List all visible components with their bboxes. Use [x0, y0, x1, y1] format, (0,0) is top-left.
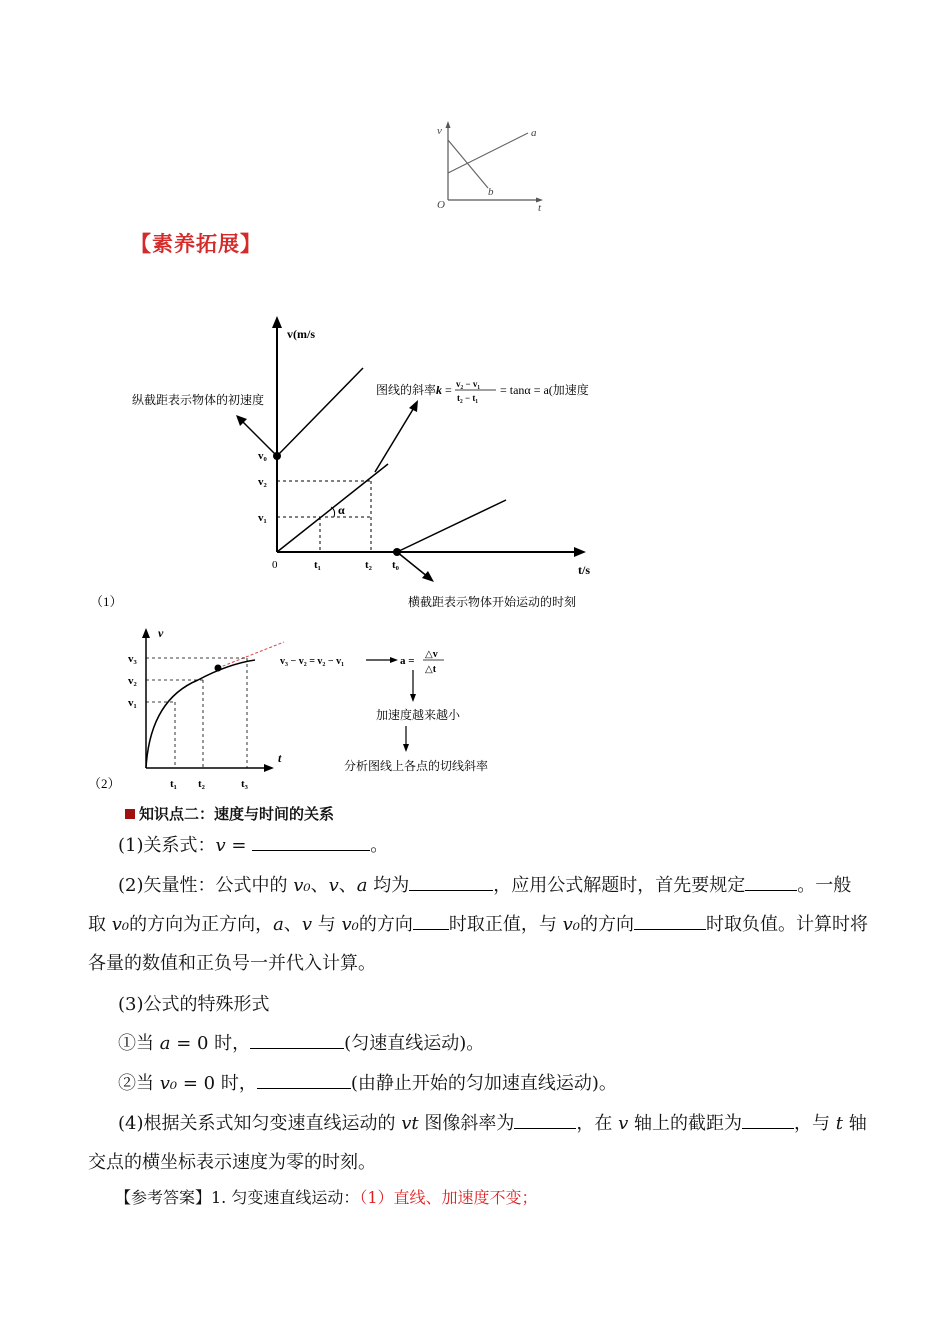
line-from-v0: [277, 368, 363, 456]
label-t1: t₁: [170, 778, 177, 790]
label-b: b: [488, 186, 494, 198]
label-alpha: α: [338, 503, 345, 517]
tangent-line: [218, 642, 284, 668]
vt-graph-curve: [88, 622, 508, 798]
arrow-slope-head: [409, 400, 418, 412]
note-eq-sign: =: [445, 383, 452, 397]
label-a: a: [531, 127, 537, 139]
line-b: [448, 140, 488, 188]
section-banner: 【素养拓展】: [130, 232, 262, 256]
note-bottom: 横截距表示物体开始运动的时刻: [408, 595, 577, 609]
blank-2[interactable]: [409, 868, 493, 891]
velocity-curve: [146, 660, 255, 768]
caption-1: （1）: [90, 594, 123, 609]
label-v0: v₀: [258, 450, 267, 462]
label-t2: t₂: [365, 559, 372, 571]
frac-bot: △t: [425, 664, 437, 675]
axis-t-arrow: [574, 547, 586, 557]
blank-1[interactable]: [252, 828, 370, 851]
label-t: t: [538, 202, 542, 214]
note-den: t₂ − t₁: [457, 393, 479, 403]
blank-4[interactable]: [413, 907, 449, 930]
label-zero: 0: [272, 559, 278, 571]
label-v: v: [437, 125, 442, 137]
arrow-bottom: [397, 552, 428, 577]
note-left: 纵截距表示物体的初速度: [132, 393, 265, 407]
caption-2: （2）: [88, 776, 121, 791]
vt-graph-ab: [430, 118, 550, 214]
note-k: k: [436, 383, 442, 397]
label-v2: v₂: [258, 476, 267, 488]
line-from-t0: [397, 500, 506, 552]
axis-t-arrow: [264, 764, 274, 772]
axis-v-arrow: [142, 628, 150, 638]
line-a: [448, 133, 528, 173]
para-1: (1)关系式：v = 。: [118, 826, 898, 865]
arrow-to-a-head: [390, 657, 398, 663]
label-a: a =: [400, 655, 415, 667]
arrow-down-1-head: [410, 694, 416, 702]
para-5: ②当 v₀ = 0 时， (由静止开始的匀加速直线运动)。: [118, 1064, 898, 1103]
para-4: ①当 a = 0 时， (匀速直线运动)。: [118, 1024, 898, 1063]
label-yaxis: v: [158, 626, 164, 640]
note-num: v₂ − v₁: [456, 379, 481, 389]
label-t0: t₀: [392, 559, 399, 571]
reference-answer: 【参考答案】1. 匀变速直线运动：（1）直线、加速度不变；: [115, 1188, 538, 1207]
label-v1: v₁: [128, 697, 137, 709]
axis-v-arrow: [446, 121, 451, 128]
blank-8[interactable]: [514, 1106, 576, 1129]
blank-7[interactable]: [257, 1066, 351, 1089]
note-accel: 加速度越来越小: [376, 708, 461, 722]
label-t2: t₂: [198, 778, 205, 790]
axis-v-arrow: [272, 316, 282, 328]
blank-6[interactable]: [250, 1026, 344, 1049]
label-xaxis: t/s: [578, 563, 590, 577]
label-t1: t₁: [314, 559, 321, 571]
label-xaxis: t: [278, 751, 282, 765]
note-slope-prefix: 图线的斜率: [376, 383, 437, 397]
section-title: 知识点二：速度与时间的关系: [125, 803, 334, 824]
label-v2: v₂: [128, 675, 137, 687]
label-t3: t₃: [241, 778, 248, 790]
para-6: (4)根据关系式知匀变速直线运动的 vt 图像斜率为 ，在 v 轴上的截距为 ，与 t 轴交点的横坐标表示速度为零的时刻。: [88, 1104, 868, 1182]
blank-3[interactable]: [745, 868, 797, 891]
frac-top: △v: [425, 649, 438, 660]
label-origin: O: [437, 199, 445, 211]
para-2: (2)矢量性：公式中的 v₀、v、a 均为 ，应用公式解题时，首先要规定 。一般取 v₀的方向为正方向，a、v 与 v₀的方向 时取正值，与 v₀的方向 时取负值。计算时将各量的数值和正负号一并代入计算。: [88, 866, 868, 983]
arrow-slope: [375, 406, 415, 472]
label-v3: v₃: [128, 653, 137, 665]
equation: v₃ − v₂ = v₂ − v₁: [280, 656, 345, 667]
note-tangent: 分析图线上各点的切线斜率: [344, 759, 489, 773]
vt-graph-annotated: [88, 312, 628, 612]
blank-9[interactable]: [742, 1106, 794, 1129]
tangent-point: [215, 665, 222, 672]
label-yaxis: v(m/s: [287, 327, 315, 341]
note-slope-suffix: = tanα = a(加速度: [500, 383, 589, 397]
blank-5[interactable]: [634, 907, 706, 930]
arrow-down-2-head: [403, 744, 409, 752]
square-bullet-icon: [125, 809, 135, 819]
para-3: (3)公式的特殊形式: [118, 994, 270, 1015]
label-v1: v₁: [258, 512, 267, 524]
